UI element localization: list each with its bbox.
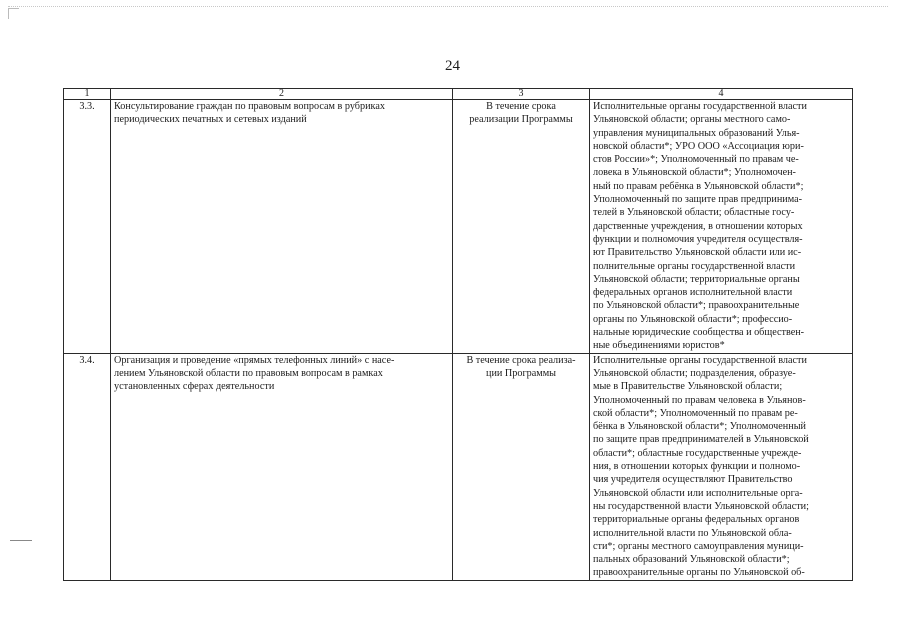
- text-line: Консультирование граждан по правовым вопросам в рубриках: [114, 101, 385, 112]
- task-cell: [111, 100, 453, 354]
- text-line: Ульяновской области; подразделения, образуе-: [593, 367, 796, 379]
- executors-cell: [590, 100, 853, 354]
- header-col-3: 3: [453, 89, 590, 100]
- text-line: правоохранительные органы по Ульяновской об-: [593, 567, 805, 579]
- text-line: функции и полномочия учредителя осуществля-: [593, 233, 803, 245]
- task-cell: [111, 353, 453, 580]
- binding-margin-mark: [10, 540, 32, 541]
- table-header-row: [64, 89, 853, 100]
- text-line: стов России»*; Уполномоченный по правам че-: [593, 154, 799, 166]
- term-cell: [453, 353, 590, 580]
- text-line: нальные юридические сообщества и обществен-: [593, 327, 805, 339]
- text-line: ния, в отношении которых функции и полномо-: [593, 461, 801, 473]
- text-line: Ульяновской области; органы местного само-: [593, 114, 791, 126]
- text-line: установленных сферах деятельности: [114, 381, 275, 393]
- text-line: ны государственной власти Ульяновской области;: [593, 500, 809, 512]
- text-line: лением Ульяновской области по правовым вопросам в рамках: [114, 367, 383, 379]
- row-number: 3.4.: [64, 353, 111, 580]
- text-line: ловека в Ульяновской области*; Уполномочен-: [593, 167, 796, 179]
- executors-cell: [590, 353, 853, 580]
- text-line: территориальные органы федеральных органов: [593, 514, 800, 526]
- text-line: полнительные органы государственной власти: [593, 260, 796, 272]
- text-line: В течение срока: [486, 101, 556, 112]
- text-line: реализации Программы: [469, 114, 573, 126]
- text-line: В течение срока реализа-: [466, 354, 576, 366]
- row-number: 3.3.: [64, 100, 111, 354]
- text-line: ют Правительство Ульяновской области или ис-: [593, 247, 802, 259]
- term-cell: [453, 100, 590, 354]
- text-line: органы по Ульяновской области*; профессио-: [593, 313, 793, 325]
- text-line: телей в Ульяновской области; областные госу-: [593, 207, 795, 219]
- text-line: сти*; органы местного самоуправления муници-: [593, 540, 804, 552]
- text-line: исполнительной власти по Ульяновской обла-: [593, 527, 792, 539]
- text-line: управления муниципальных образований Улья-: [593, 127, 800, 139]
- text-line: новской области*; УРО ООО «Ассоциация юри-: [593, 140, 804, 152]
- text-line: федеральных органов исполнительной власти: [593, 287, 793, 299]
- text-line: по Ульяновской области*; правоохранительные: [593, 300, 800, 312]
- text-line: дарственные учреждения, в отношении которых: [593, 220, 803, 232]
- text-line: Исполнительные органы государственной власти: [593, 101, 807, 112]
- text-line: по защите прав предпринимателей в Ульяновской: [593, 434, 809, 446]
- text-line: ные объединениями юристов*: [593, 340, 725, 352]
- text-line: Организация и проведение «прямых телефонных линий» с насе-: [114, 354, 395, 366]
- table-row: [64, 353, 853, 580]
- text-line: бёнка в Ульяновской области*; Уполномоченный: [593, 421, 807, 433]
- text-line: ской области*; Уполномоченный по правам ре-: [593, 407, 798, 419]
- text-line: ный по правам ребёнка в Ульяновской области*;: [593, 180, 804, 192]
- scan-corner-mark: [8, 8, 19, 19]
- text-line: Ульяновской области или исполнительные орга-: [593, 487, 803, 499]
- scan-edge-artifact: [8, 6, 888, 9]
- text-line: Уполномоченный по правам человека в Ульянов-: [593, 394, 806, 406]
- header-col-1: 1: [64, 89, 111, 100]
- page-number: 24: [445, 58, 460, 74]
- header-col-4: 4: [590, 89, 853, 100]
- text-line: чия учредителя осуществляют Правительство: [593, 474, 793, 486]
- text-line: Уполномоченный по защите прав предпринима-: [593, 194, 803, 206]
- text-line: мые в Правительстве Ульяновской области;: [593, 381, 783, 393]
- table-row: [64, 100, 853, 354]
- text-line: периодических печатных и сетевых изданий: [114, 114, 307, 126]
- measures-table: [63, 88, 853, 581]
- text-line: Исполнительные органы государственной власти: [593, 354, 807, 366]
- text-line: области*; областные государственные учрежде-: [593, 447, 802, 459]
- text-line: ции Программы: [486, 367, 556, 379]
- header-col-2: 2: [111, 89, 453, 100]
- text-line: пальных образований Ульяновской области*;: [593, 554, 790, 566]
- text-line: Ульяновской области; территориальные органы: [593, 273, 800, 285]
